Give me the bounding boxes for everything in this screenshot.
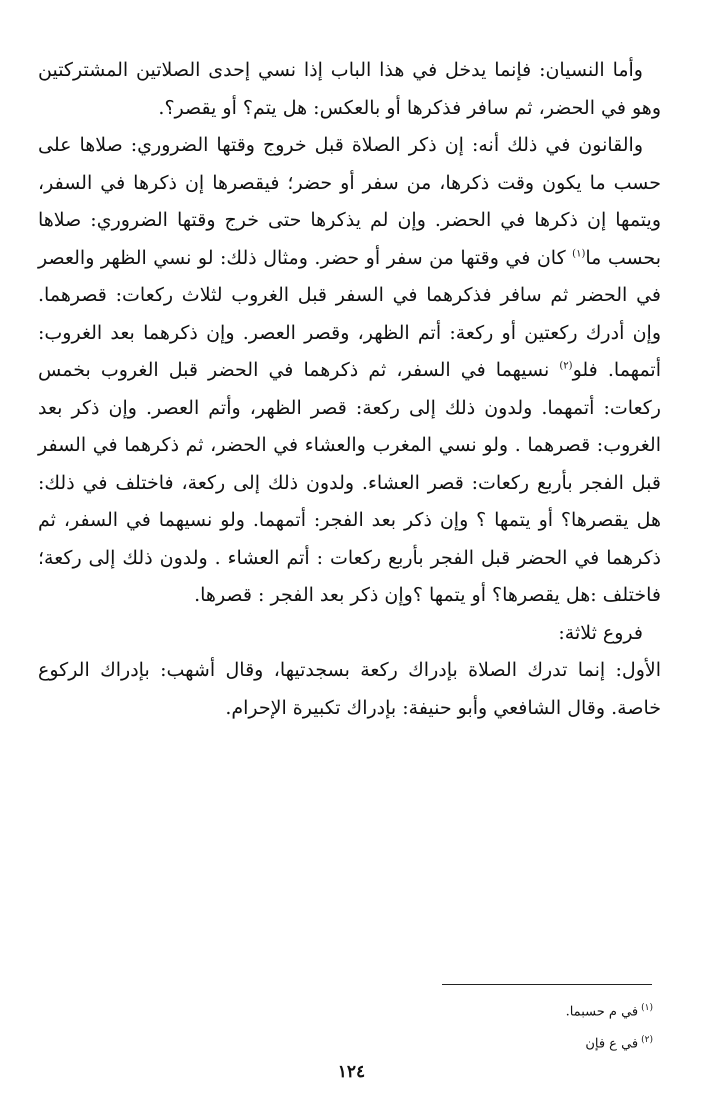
paragraph-rule-text-a: والقانون في ذلك أنه: إن ذكر الصلاة قبل خروج وقتها الضروري: صلاها على حسب ما يكون وقت ذكرها، من سفر أو حضر؛ فيقصرها إن ذكرها في السفر، ويتمها إن ذكرها في الحضر. وإن لم يذكرها حتى خرج وقتها الضروري: صلاها بحسب ما xyxy=(38,134,661,269)
footnote-text: في ع فإن xyxy=(585,1036,639,1052)
footnote-marker: (١) xyxy=(641,1003,653,1013)
footnote-marker: (٢) xyxy=(641,1035,653,1046)
footnote-text: في م حسبما. xyxy=(565,1004,639,1020)
section-heading-three-branches: فروع ثلاثة: xyxy=(558,621,643,644)
paragraph-rule-text-c: نسيهما في السفر، ثم ذكرهما في الحضر قبل الغروب بخمس ركعات: أتمهما. ولدون ذلك إلى ركعة: قصر الظهر، وأتم العصر. وإن ذكر بعد الغروب: قصرهما . ولو نسي المغرب والعشاء في الحضر، ثم ذكرهما في السفر قبل الفجر بأربع ركعات: قصر العشاء. ولدون ذلك إلى ركعة، فاختلف في ذلك: هل يقصرها؟ أو يتمها ؟ وإن ذكر بعد الفجر: أتمهما. ولو نسيهما في السفر، ثم ذكرهما في الحضر قبل الفجر بأربع ركعات : أتم العشاء . ولدون ذلك إلى ركعة؛ فاختلف :هل يقصرها؟ أو يتمها ؟وإن ذكر بعد الفجر : قصرها. xyxy=(38,359,661,606)
footnote-divider xyxy=(442,984,652,985)
main-text xyxy=(38,52,661,727)
footnote-item xyxy=(566,994,653,1026)
paragraph-rule xyxy=(38,127,661,615)
paragraph-rule-text-b: كان في وقتها من سفر أو حضر. ومثال ذلك: لو نسي الظهر والعصر في الحضر ثم سافر فذكرهما في السفر قبل الغروب لثلاث ركعات: قصرهما. وإن أدرك ركعتين أو ركعة: أتم الظهر، وقصر العصر. وإن ذكرهما بعد الغروب: أتمهما. فلو xyxy=(38,246,661,381)
footnote-ref-2: (٢) xyxy=(559,360,573,372)
paragraph-forgetting-text: وأما النسيان: فإنما يدخل في هذا الباب إذا نسي إحدى الصلاتين المشتركتين وهو في الحضر، ثم سافر فذكرها أو بالعكس: هل يتم؟ أو يقصر؟. xyxy=(38,59,661,119)
paragraph-first-branch: الأول: إنما تدرك الصلاة بإدراك ركعة بسجدتيها، وقال أشهب: بإدراك الركوع خاصة. وقال الشافعي وأبو حنيفة: بإدراك تكبيرة الإحرام. xyxy=(38,659,661,719)
footnotes xyxy=(566,994,653,1059)
page-number: ١٢٤ xyxy=(337,1062,366,1082)
footnote-item xyxy=(566,1026,653,1058)
paragraph-forgetting xyxy=(38,52,661,127)
footnote-ref-1: (١) xyxy=(572,248,586,260)
